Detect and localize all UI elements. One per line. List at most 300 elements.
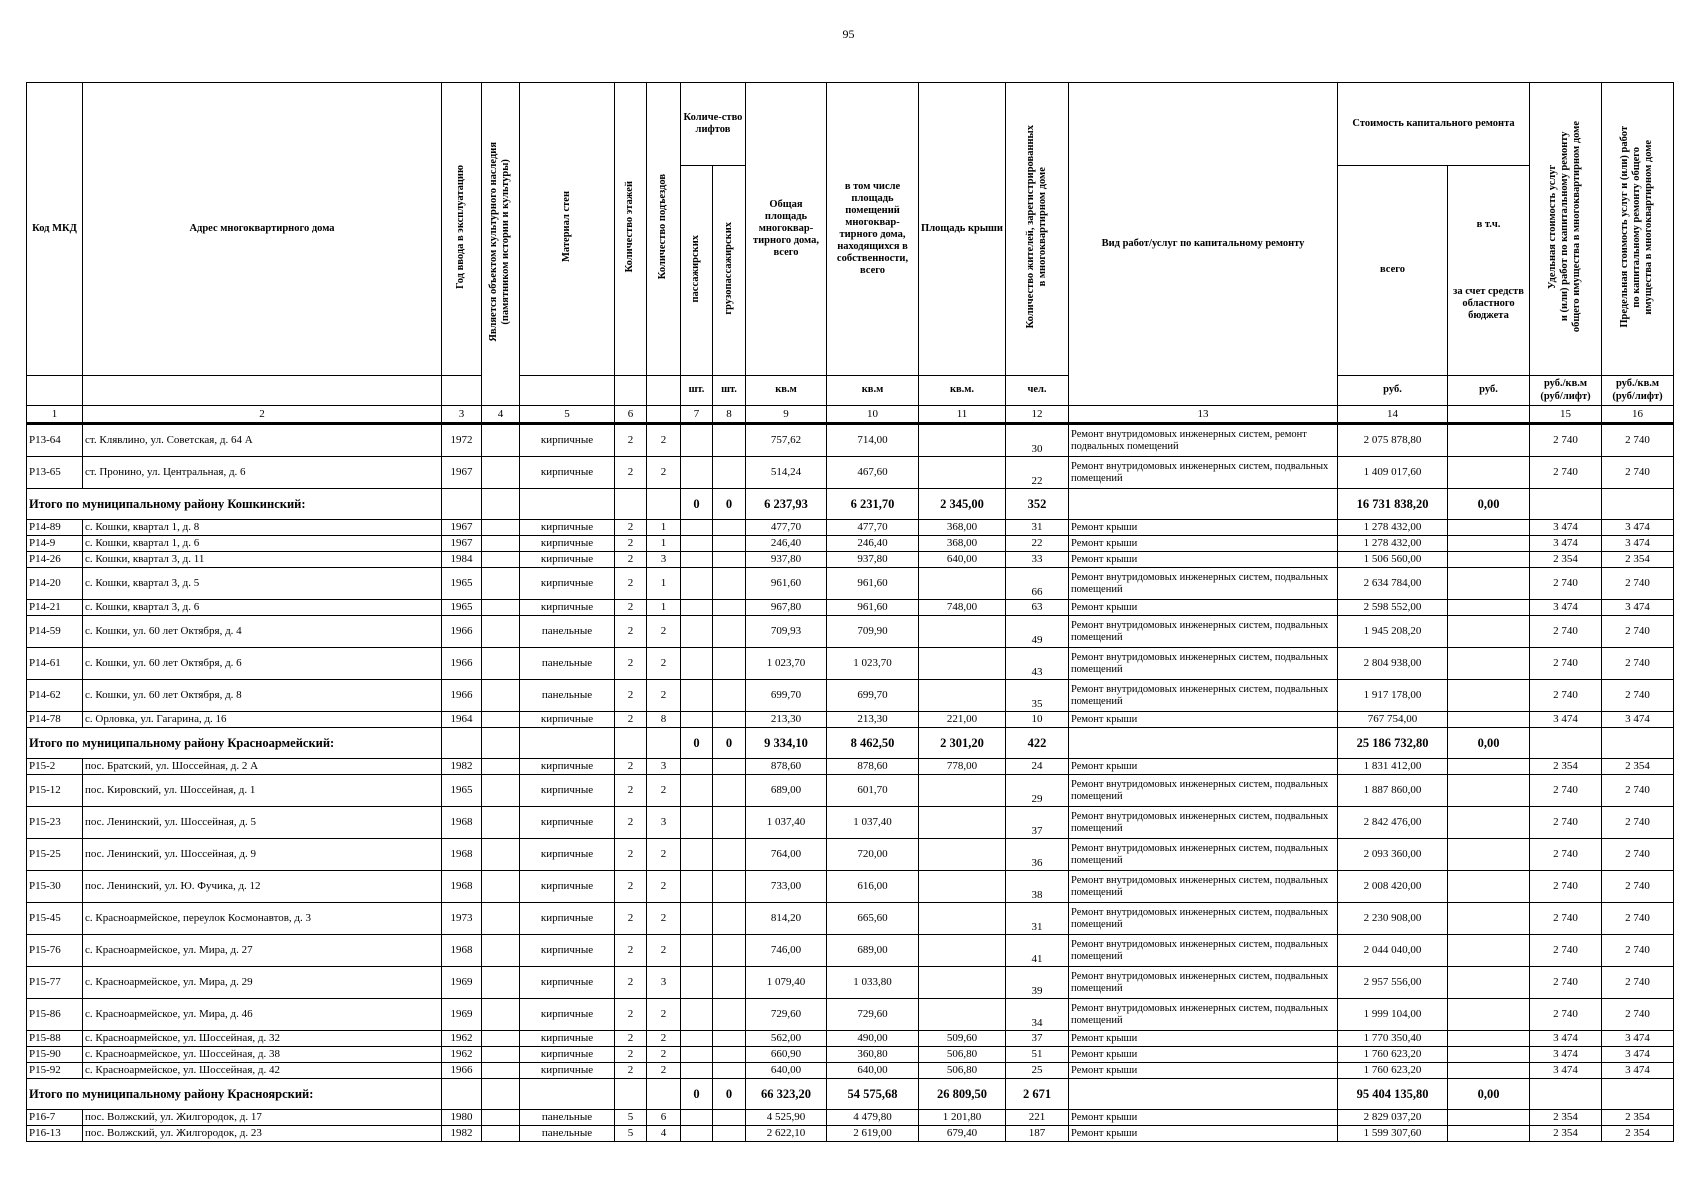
cell-lifts-cargo bbox=[713, 520, 746, 536]
cell-total-area: 2 622,10 bbox=[746, 1126, 827, 1142]
cell-total-area: 961,60 bbox=[746, 568, 827, 600]
cell-work-type: Ремонт внутридомовых инженерных систем, подвальных помещений bbox=[1069, 871, 1338, 903]
cell-lifts-cargo bbox=[713, 1126, 746, 1142]
cell-owned-area: 360,80 bbox=[827, 1047, 919, 1063]
cell-code: Р15-25 bbox=[27, 839, 83, 871]
cell-lifts-passenger bbox=[681, 712, 713, 728]
total-lifts-passenger: 0 bbox=[681, 489, 713, 520]
cell-total-area: 477,70 bbox=[746, 520, 827, 536]
cell-cost-regional bbox=[1448, 1063, 1530, 1079]
district-total-row bbox=[27, 489, 1674, 520]
cell-residents: 22 bbox=[1006, 457, 1069, 489]
cell-owned-area: 729,60 bbox=[827, 999, 919, 1031]
cell-residents: 37 bbox=[1006, 1031, 1069, 1047]
cell-year: 1982 bbox=[442, 759, 482, 775]
cell-floors: 2 bbox=[615, 999, 647, 1031]
cell-address: пос. Волжский, ул. Жилгородок, д. 17 bbox=[83, 1110, 442, 1126]
total-residents: 352 bbox=[1006, 489, 1069, 520]
cell-heritage bbox=[482, 568, 520, 600]
cell-lifts-passenger bbox=[681, 871, 713, 903]
col-header-work-type: Вид работ/услуг по капитальному ремонту bbox=[1069, 83, 1338, 406]
col-number: 16 bbox=[1602, 406, 1674, 424]
cell-unit-cost: 2 740 bbox=[1530, 568, 1602, 600]
cell-year: 1968 bbox=[442, 871, 482, 903]
cell-residents: 37 bbox=[1006, 807, 1069, 839]
cell-address: с. Орловка, ул. Гагарина, д. 16 bbox=[83, 712, 442, 728]
unit-max-cost: руб./кв.м (руб/лифт) bbox=[1602, 376, 1674, 406]
cell-code: Р15-45 bbox=[27, 903, 83, 935]
unit-lifts-passenger: шт. bbox=[681, 376, 713, 406]
cell-owned-area: 1 023,70 bbox=[827, 648, 919, 680]
cell-cost-regional bbox=[1448, 1031, 1530, 1047]
cell-max-cost: 2 740 bbox=[1602, 935, 1674, 967]
table-row bbox=[27, 1047, 1674, 1063]
cell-cost-total: 1 770 350,40 bbox=[1338, 1031, 1448, 1047]
cell-year: 1969 bbox=[442, 967, 482, 999]
cell-address: пос. Кировский, ул. Шоссейная, д. 1 bbox=[83, 775, 442, 807]
cell-max-cost: 2 740 bbox=[1602, 839, 1674, 871]
table-header bbox=[27, 83, 1674, 424]
total-area: 66 323,20 bbox=[746, 1079, 827, 1110]
total-regional: 0,00 bbox=[1448, 489, 1530, 520]
cell-cost-regional bbox=[1448, 967, 1530, 999]
cell-roof-area bbox=[919, 680, 1006, 712]
cell-heritage bbox=[482, 648, 520, 680]
cell-lifts-cargo bbox=[713, 967, 746, 999]
total-owned-area: 54 575,68 bbox=[827, 1079, 919, 1110]
cell-roof-area bbox=[919, 871, 1006, 903]
cell-lifts-cargo bbox=[713, 568, 746, 600]
cell-lifts-cargo bbox=[713, 600, 746, 616]
cell-cost-total: 2 957 556,00 bbox=[1338, 967, 1448, 999]
col-number: 11 bbox=[919, 406, 1006, 424]
total-residents: 2 671 bbox=[1006, 1079, 1069, 1110]
cell-residents: 187 bbox=[1006, 1126, 1069, 1142]
cell-total-area: 733,00 bbox=[746, 871, 827, 903]
cell-heritage bbox=[482, 600, 520, 616]
cell-lifts-passenger bbox=[681, 839, 713, 871]
cell-year: 1966 bbox=[442, 616, 482, 648]
cell-work-type: Ремонт внутридомовых инженерных систем, подвальных помещений bbox=[1069, 903, 1338, 935]
cell-entrances: 3 bbox=[647, 552, 681, 568]
cell-heritage bbox=[482, 1063, 520, 1079]
cell-cost-regional bbox=[1448, 600, 1530, 616]
cell-lifts-cargo bbox=[713, 712, 746, 728]
cell-cost-regional bbox=[1448, 552, 1530, 568]
cell-heritage bbox=[482, 1110, 520, 1126]
cell-total-area: 709,93 bbox=[746, 616, 827, 648]
cell-residents: 33 bbox=[1006, 552, 1069, 568]
cell-material: кирпичные bbox=[520, 1047, 615, 1063]
cell-entrances: 3 bbox=[647, 967, 681, 999]
cell-roof-area: 1 201,80 bbox=[919, 1110, 1006, 1126]
cell-owned-area: 490,00 bbox=[827, 1031, 919, 1047]
cell-unit-cost: 3 474 bbox=[1530, 1031, 1602, 1047]
cell-cost-total: 1 599 307,60 bbox=[1338, 1126, 1448, 1142]
cell-year bbox=[442, 728, 482, 759]
cell-roof-area: 221,00 bbox=[919, 712, 1006, 728]
total-owned-area: 6 231,70 bbox=[827, 489, 919, 520]
table-row bbox=[27, 552, 1674, 568]
cell-material: кирпичные bbox=[520, 903, 615, 935]
cell-max-cost: 2 740 bbox=[1602, 871, 1674, 903]
cell-code: Р15-77 bbox=[27, 967, 83, 999]
cell-cost-total: 1 831 412,00 bbox=[1338, 759, 1448, 775]
cell-lifts-passenger bbox=[681, 935, 713, 967]
cell-cost-regional bbox=[1448, 520, 1530, 536]
cell-cost-total: 2 093 360,00 bbox=[1338, 839, 1448, 871]
cell-floors: 2 bbox=[615, 871, 647, 903]
cell-address: с. Кошки, квартал 3, д. 6 bbox=[83, 600, 442, 616]
table-row bbox=[27, 648, 1674, 680]
cell-material: кирпичные bbox=[520, 457, 615, 489]
cell-cost-regional bbox=[1448, 871, 1530, 903]
cell-code: Р15-23 bbox=[27, 807, 83, 839]
cell-total-area: 729,60 bbox=[746, 999, 827, 1031]
cell-year: 1964 bbox=[442, 712, 482, 728]
cell-address: с. Кошки, квартал 1, д. 8 bbox=[83, 520, 442, 536]
cell-lifts-cargo bbox=[713, 648, 746, 680]
cell-residents: 221 bbox=[1006, 1110, 1069, 1126]
cell-work-type: Ремонт внутридомовых инженерных систем, подвальных помещений bbox=[1069, 839, 1338, 871]
cell-max-cost: 2 740 bbox=[1602, 648, 1674, 680]
cell-roof-area: 506,80 bbox=[919, 1063, 1006, 1079]
cell-work-type bbox=[1069, 728, 1338, 759]
cell-total-area: 246,40 bbox=[746, 536, 827, 552]
cell-max-cost: 2 740 bbox=[1602, 680, 1674, 712]
cell-heritage bbox=[482, 759, 520, 775]
cell-floors: 2 bbox=[615, 648, 647, 680]
cell-heritage bbox=[482, 616, 520, 648]
cell-cost-total: 2 842 476,00 bbox=[1338, 807, 1448, 839]
cell-lifts-passenger bbox=[681, 807, 713, 839]
cell-cost-regional bbox=[1448, 424, 1530, 457]
cell-cost-regional bbox=[1448, 999, 1530, 1031]
cell-owned-area: 1 037,40 bbox=[827, 807, 919, 839]
cell-roof-area: 679,40 bbox=[919, 1126, 1006, 1142]
cell-total-area: 4 525,90 bbox=[746, 1110, 827, 1126]
cell-residents: 29 bbox=[1006, 775, 1069, 807]
unit-unit-cost: руб./кв.м (руб/лифт) bbox=[1530, 376, 1602, 406]
cell-address: с. Кошки, квартал 3, д. 11 bbox=[83, 552, 442, 568]
cell-material: панельные bbox=[520, 648, 615, 680]
cell-floors: 5 bbox=[615, 1126, 647, 1142]
cell-max-cost: 2 740 bbox=[1602, 775, 1674, 807]
total-owned-area: 8 462,50 bbox=[827, 728, 919, 759]
cell-roof-area bbox=[919, 775, 1006, 807]
cell-year: 1980 bbox=[442, 1110, 482, 1126]
cell-material: кирпичные bbox=[520, 967, 615, 999]
col-header-address: Адрес многоквартирного дома bbox=[83, 83, 442, 376]
cell-floors bbox=[615, 728, 647, 759]
cell-lifts-passenger bbox=[681, 616, 713, 648]
cell-year: 1967 bbox=[442, 520, 482, 536]
cell-owned-area: 709,90 bbox=[827, 616, 919, 648]
table-row bbox=[27, 568, 1674, 600]
cell-total-area: 1 079,40 bbox=[746, 967, 827, 999]
cell-address: ст. Пронино, ул. Центральная, д. 6 bbox=[83, 457, 442, 489]
col-header-unit-cost: Удельная стоимость услуг и (или) работ по капитальному ремонту общего имущества в многоквартирном доме bbox=[1547, 121, 1583, 333]
cell-roof-area bbox=[919, 903, 1006, 935]
cell-unit-cost: 3 474 bbox=[1530, 712, 1602, 728]
cell-max-cost: 2 354 bbox=[1602, 1110, 1674, 1126]
table-row bbox=[27, 935, 1674, 967]
cell-work-type: Ремонт крыши bbox=[1069, 712, 1338, 728]
cell-owned-area: 477,70 bbox=[827, 520, 919, 536]
cell-address: с. Кошки, квартал 3, д. 5 bbox=[83, 568, 442, 600]
cell-entrances bbox=[647, 489, 681, 520]
table-row bbox=[27, 536, 1674, 552]
cell-material: кирпичные bbox=[520, 1063, 615, 1079]
cell-floors: 2 bbox=[615, 680, 647, 712]
total-cost: 16 731 838,20 bbox=[1338, 489, 1448, 520]
cell-work-type bbox=[1069, 1079, 1338, 1110]
cell-roof-area bbox=[919, 935, 1006, 967]
cell-heritage bbox=[482, 775, 520, 807]
cell-work-type: Ремонт внутридомовых инженерных систем, подвальных помещений bbox=[1069, 457, 1338, 489]
cell-material: кирпичные bbox=[520, 600, 615, 616]
cell-material: кирпичные bbox=[520, 871, 615, 903]
table-row bbox=[27, 680, 1674, 712]
unit-residents: чел. bbox=[1006, 376, 1069, 406]
cell-lifts-cargo bbox=[713, 1047, 746, 1063]
cell-max-cost: 2 740 bbox=[1602, 568, 1674, 600]
cell-lifts-cargo bbox=[713, 1063, 746, 1079]
cell-code: Р15-86 bbox=[27, 999, 83, 1031]
cell-total-area: 1 023,70 bbox=[746, 648, 827, 680]
cell-work-type: Ремонт крыши bbox=[1069, 1031, 1338, 1047]
cell-year: 1962 bbox=[442, 1047, 482, 1063]
total-regional: 0,00 bbox=[1448, 1079, 1530, 1110]
cell-floors: 2 bbox=[615, 568, 647, 600]
cell-unit-cost: 2 740 bbox=[1530, 424, 1602, 457]
cell-cost-regional bbox=[1448, 568, 1530, 600]
cell-entrances: 2 bbox=[647, 680, 681, 712]
cell-cost-total: 2 008 420,00 bbox=[1338, 871, 1448, 903]
cell-lifts-cargo bbox=[713, 999, 746, 1031]
cell-code: Р16-7 bbox=[27, 1110, 83, 1126]
cell-total-area: 967,80 bbox=[746, 600, 827, 616]
cell-code: Р14-62 bbox=[27, 680, 83, 712]
cell-lifts-passenger bbox=[681, 1126, 713, 1142]
cell-residents: 66 bbox=[1006, 568, 1069, 600]
col-header-cost: Стоимость капитального ремонта bbox=[1338, 83, 1530, 166]
cell-residents: 35 bbox=[1006, 680, 1069, 712]
cell-address: пос. Волжский, ул. Жилгородок, д. 23 bbox=[83, 1126, 442, 1142]
cell-work-type: Ремонт внутридомовых инженерных систем, подвальных помещений bbox=[1069, 680, 1338, 712]
table-row bbox=[27, 616, 1674, 648]
cell-roof-area: 748,00 bbox=[919, 600, 1006, 616]
col-header-lifts: Количе-ство лифтов bbox=[681, 83, 746, 166]
table-row bbox=[27, 520, 1674, 536]
cell-work-type: Ремонт внутридомовых инженерных систем, подвальных помещений bbox=[1069, 775, 1338, 807]
col-header-lifts-passenger: пассажирских bbox=[690, 234, 702, 303]
cell-lifts-passenger bbox=[681, 1031, 713, 1047]
district-total-row bbox=[27, 1079, 1674, 1110]
cell-floors: 2 bbox=[615, 600, 647, 616]
cell-max-cost: 3 474 bbox=[1602, 600, 1674, 616]
cell-lifts-passenger bbox=[681, 903, 713, 935]
table-row bbox=[27, 759, 1674, 775]
cell-code: Р14-61 bbox=[27, 648, 83, 680]
cell-year: 1984 bbox=[442, 552, 482, 568]
cell-lifts-cargo bbox=[713, 1031, 746, 1047]
cell-residents: 39 bbox=[1006, 967, 1069, 999]
cell-cost-regional bbox=[1448, 759, 1530, 775]
col-number: 13 bbox=[1069, 406, 1338, 424]
cell-year: 1965 bbox=[442, 775, 482, 807]
cell-entrances: 6 bbox=[647, 1110, 681, 1126]
cell-work-type: Ремонт крыши bbox=[1069, 1110, 1338, 1126]
cell-cost-total: 2 230 908,00 bbox=[1338, 903, 1448, 935]
cell-entrances: 1 bbox=[647, 520, 681, 536]
cell-roof-area bbox=[919, 457, 1006, 489]
cell-cost-total: 1 760 623,20 bbox=[1338, 1047, 1448, 1063]
cell-owned-area: 878,60 bbox=[827, 759, 919, 775]
col-number: 3 bbox=[442, 406, 482, 424]
cell-address: с. Красноармейское, ул. Мира, д. 46 bbox=[83, 999, 442, 1031]
cell-residents: 63 bbox=[1006, 600, 1069, 616]
cell-unit-cost: 2 354 bbox=[1530, 552, 1602, 568]
cell-max-cost: 2 740 bbox=[1602, 807, 1674, 839]
cell-lifts-cargo bbox=[713, 457, 746, 489]
cell-code: Р15-88 bbox=[27, 1031, 83, 1047]
cell-total-area: 746,00 bbox=[746, 935, 827, 967]
cell-total-area: 814,20 bbox=[746, 903, 827, 935]
cell-lifts-passenger bbox=[681, 520, 713, 536]
cell-year: 1982 bbox=[442, 1126, 482, 1142]
cell-unit-cost: 2 740 bbox=[1530, 807, 1602, 839]
cell-unit-cost: 2 740 bbox=[1530, 999, 1602, 1031]
cell-residents: 41 bbox=[1006, 935, 1069, 967]
cell-cost-regional bbox=[1448, 807, 1530, 839]
cell-unit-cost: 2 740 bbox=[1530, 967, 1602, 999]
cell-year: 1962 bbox=[442, 1031, 482, 1047]
cell-material: кирпичные bbox=[520, 935, 615, 967]
cell-entrances bbox=[647, 1079, 681, 1110]
cell-entrances: 2 bbox=[647, 457, 681, 489]
col-number: 12 bbox=[1006, 406, 1069, 424]
col-header-heritage: Является объектом культурного наследия (памятником истории и культуры) bbox=[488, 142, 512, 342]
cell-lifts-cargo bbox=[713, 839, 746, 871]
cell-cost-total: 2 634 784,00 bbox=[1338, 568, 1448, 600]
cell-address: с. Красноармейское, ул. Шоссейная, д. 42 bbox=[83, 1063, 442, 1079]
cell-owned-area: 961,60 bbox=[827, 600, 919, 616]
cell-lifts-passenger bbox=[681, 999, 713, 1031]
cell-owned-area: 616,00 bbox=[827, 871, 919, 903]
cell-work-type: Ремонт внутридомовых инженерных систем, подвальных помещений bbox=[1069, 967, 1338, 999]
cell-unit-cost: 3 474 bbox=[1530, 1063, 1602, 1079]
cell-residents: 10 bbox=[1006, 712, 1069, 728]
cell-floors: 2 bbox=[615, 457, 647, 489]
cell-roof-area: 368,00 bbox=[919, 520, 1006, 536]
cell-cost-regional bbox=[1448, 1110, 1530, 1126]
col-header-material: Материал стен bbox=[560, 191, 572, 263]
cell-year: 1968 bbox=[442, 839, 482, 871]
cell-entrances: 1 bbox=[647, 600, 681, 616]
cell-owned-area: 699,70 bbox=[827, 680, 919, 712]
cell-heritage bbox=[482, 1079, 520, 1110]
cell-material bbox=[520, 489, 615, 520]
cell-year: 1969 bbox=[442, 999, 482, 1031]
table-row bbox=[27, 1110, 1674, 1126]
cell-cost-total: 2 598 552,00 bbox=[1338, 600, 1448, 616]
cell-heritage bbox=[482, 424, 520, 457]
cell-entrances: 1 bbox=[647, 536, 681, 552]
cell-material bbox=[520, 1079, 615, 1110]
cell-unit-cost: 2 740 bbox=[1530, 680, 1602, 712]
cell-residents: 25 bbox=[1006, 1063, 1069, 1079]
cell-floors: 2 bbox=[615, 536, 647, 552]
cell-owned-area: 720,00 bbox=[827, 839, 919, 871]
cell-cost-total: 1 506 560,00 bbox=[1338, 552, 1448, 568]
cell-material bbox=[520, 728, 615, 759]
cell-cost-total: 1 917 178,00 bbox=[1338, 680, 1448, 712]
cell-total-area: 1 037,40 bbox=[746, 807, 827, 839]
cell-year: 1973 bbox=[442, 903, 482, 935]
cell-owned-area: 601,70 bbox=[827, 775, 919, 807]
col-number: 2 bbox=[83, 406, 442, 424]
cell-code: Р15-92 bbox=[27, 1063, 83, 1079]
cell-floors: 2 bbox=[615, 903, 647, 935]
cell-heritage bbox=[482, 871, 520, 903]
cell-lifts-cargo bbox=[713, 903, 746, 935]
cell-address: с. Красноармейское, ул. Мира, д. 29 bbox=[83, 967, 442, 999]
cell-year: 1967 bbox=[442, 536, 482, 552]
cell-heritage bbox=[482, 520, 520, 536]
cell-year: 1965 bbox=[442, 600, 482, 616]
cell-max-cost: 3 474 bbox=[1602, 520, 1674, 536]
cell-max-cost: 2 740 bbox=[1602, 457, 1674, 489]
cell-roof-area bbox=[919, 999, 1006, 1031]
cell-cost-total: 1 999 104,00 bbox=[1338, 999, 1448, 1031]
cell-floors: 2 bbox=[615, 424, 647, 457]
cell-material: кирпичные bbox=[520, 839, 615, 871]
cell-material: кирпичные bbox=[520, 775, 615, 807]
cell-address: с. Кошки, ул. 60 лет Октября, д. 6 bbox=[83, 648, 442, 680]
cell-entrances: 2 bbox=[647, 1063, 681, 1079]
cell-max-cost: 2 740 bbox=[1602, 903, 1674, 935]
cell-roof-area: 368,00 bbox=[919, 536, 1006, 552]
cell-residents: 34 bbox=[1006, 999, 1069, 1031]
cell-floors: 2 bbox=[615, 552, 647, 568]
cell-material: панельные bbox=[520, 1126, 615, 1142]
cell-lifts-passenger bbox=[681, 424, 713, 457]
cell-year bbox=[442, 489, 482, 520]
cell-residents: 31 bbox=[1006, 903, 1069, 935]
col-header-residents: Количество жителей, зарегистрированных в многоквартирном доме bbox=[1024, 125, 1048, 329]
total-cost: 25 186 732,80 bbox=[1338, 728, 1448, 759]
cell-unit-cost: 3 474 bbox=[1530, 536, 1602, 552]
table-row bbox=[27, 1031, 1674, 1047]
col-number: 7 bbox=[681, 406, 713, 424]
cell-floors: 2 bbox=[615, 839, 647, 871]
table-row bbox=[27, 457, 1674, 489]
cell-max-cost: 3 474 bbox=[1602, 1063, 1674, 1079]
cell-roof-area bbox=[919, 807, 1006, 839]
cell-address: с. Кошки, квартал 1, д. 6 bbox=[83, 536, 442, 552]
col-header-year: Год ввода в эксплуатацию bbox=[455, 164, 467, 289]
cell-material: кирпичные bbox=[520, 712, 615, 728]
total-lifts-passenger: 0 bbox=[681, 728, 713, 759]
cell-unit-cost: 2 354 bbox=[1530, 1110, 1602, 1126]
cell-heritage bbox=[482, 712, 520, 728]
cell-cost-total: 1 409 017,60 bbox=[1338, 457, 1448, 489]
cell-cost-regional bbox=[1448, 457, 1530, 489]
cell-max-cost: 2 354 bbox=[1602, 1126, 1674, 1142]
cell-year: 1965 bbox=[442, 568, 482, 600]
cell-address: ст. Клявлино, ул. Советская, д. 64 А bbox=[83, 424, 442, 457]
